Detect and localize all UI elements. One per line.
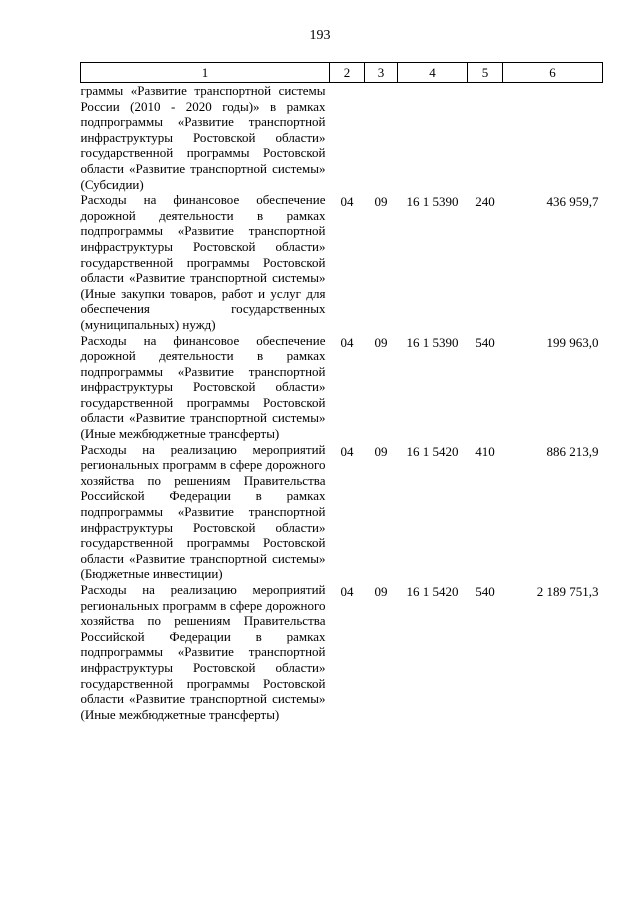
table-row bbox=[81, 333, 603, 442]
row-expense-type: 540 bbox=[475, 584, 495, 599]
row-target-code: 16 1 5390 bbox=[406, 334, 459, 350]
column-header-6: 6 bbox=[503, 63, 603, 83]
row-subsection: 09 bbox=[374, 443, 388, 459]
row-section: 04 bbox=[340, 443, 354, 459]
row-subsection: 09 bbox=[374, 194, 388, 210]
row-description: Расходы на реализацию мероприятий региональных программ в сфере дорожного хозяйства по решениям Правительства Российской Федерации в рамках подпрограммы «Развитие транспортной инфраструктуры Ростовской области» государственной программы Ростовской области «Развитие транспортной системы» (Иные межбюджетные трансферты) bbox=[80, 582, 326, 722]
row-section: 04 bbox=[340, 194, 354, 210]
row-amount: 436 959,7 bbox=[546, 194, 599, 210]
row-target-code bbox=[398, 83, 468, 193]
row-expense-type bbox=[468, 83, 503, 193]
row-expense-type: 410 bbox=[475, 443, 495, 459]
row-target-code: 16 1 5390 bbox=[406, 194, 459, 210]
column-header-2: 2 bbox=[330, 63, 365, 83]
table-row bbox=[81, 83, 603, 193]
row-amount bbox=[503, 83, 603, 193]
row-amount: 199 963,0 bbox=[546, 334, 599, 350]
row-section: 04 bbox=[340, 584, 354, 599]
row-description: граммы «Развитие транспортной системы России (2010 - 2020 годы)» в рамках подпрограммы «Развитие транспортной инфраструктуры Ростовской области» государственной программы Ростовской области «Развитие транспортной системы» (Субсидии) bbox=[80, 83, 326, 192]
table-row bbox=[81, 582, 603, 722]
row-expense-type: 540 bbox=[475, 334, 495, 350]
row-section bbox=[330, 83, 365, 193]
budget-table bbox=[80, 62, 603, 722]
row-description: Расходы на финансовое обеспечение дорожной деятельности в рамках подпрограммы «Развитие транспортной инфраструктуры Ростовской области» государственной программы Ростовской области «Развитие транспортной системы» (Иные межбюджетные трансферты) bbox=[80, 332, 326, 442]
row-subsection: 09 bbox=[374, 584, 388, 599]
column-header-3: 3 bbox=[365, 63, 398, 83]
row-amount: 886 213,9 bbox=[546, 443, 599, 459]
column-header-4: 4 bbox=[398, 63, 468, 83]
row-description: Расходы на реализацию мероприятий региональных программ в сфере дорожного хозяйства по решениям Правительства Российской Федерации в рамках подпрограммы «Развитие транспортной инфраструктуры Ростовской области» государственной программы Ростовской области «Развитие транспортной системы» (Бюджетные инвестиции) bbox=[80, 441, 326, 582]
column-header-5: 5 bbox=[468, 63, 503, 83]
row-expense-type: 240 bbox=[475, 194, 495, 210]
table-row bbox=[81, 192, 603, 332]
row-section: 04 bbox=[340, 334, 354, 350]
table-row bbox=[81, 442, 603, 582]
row-target-code: 16 1 5420 bbox=[406, 584, 459, 599]
column-header-1: 1 bbox=[81, 63, 330, 83]
table-header-row bbox=[81, 63, 603, 83]
row-subsection bbox=[365, 83, 398, 193]
row-subsection: 09 bbox=[374, 334, 388, 350]
row-amount: 2 189 751,3 bbox=[536, 584, 599, 599]
page-number: 193 bbox=[309, 28, 331, 43]
row-target-code: 16 1 5420 bbox=[406, 443, 459, 459]
row-description: Расходы на финансовое обеспечение дорожной деятельности в рамках подпрограммы «Развитие транспортной инфраструктуры Ростовской области» государственной программы Ростовской области «Развитие транспортной системы» (Иные закупки товаров, работ и услуг для обеспечения государственных (муниципальных) нужд) bbox=[80, 192, 326, 332]
